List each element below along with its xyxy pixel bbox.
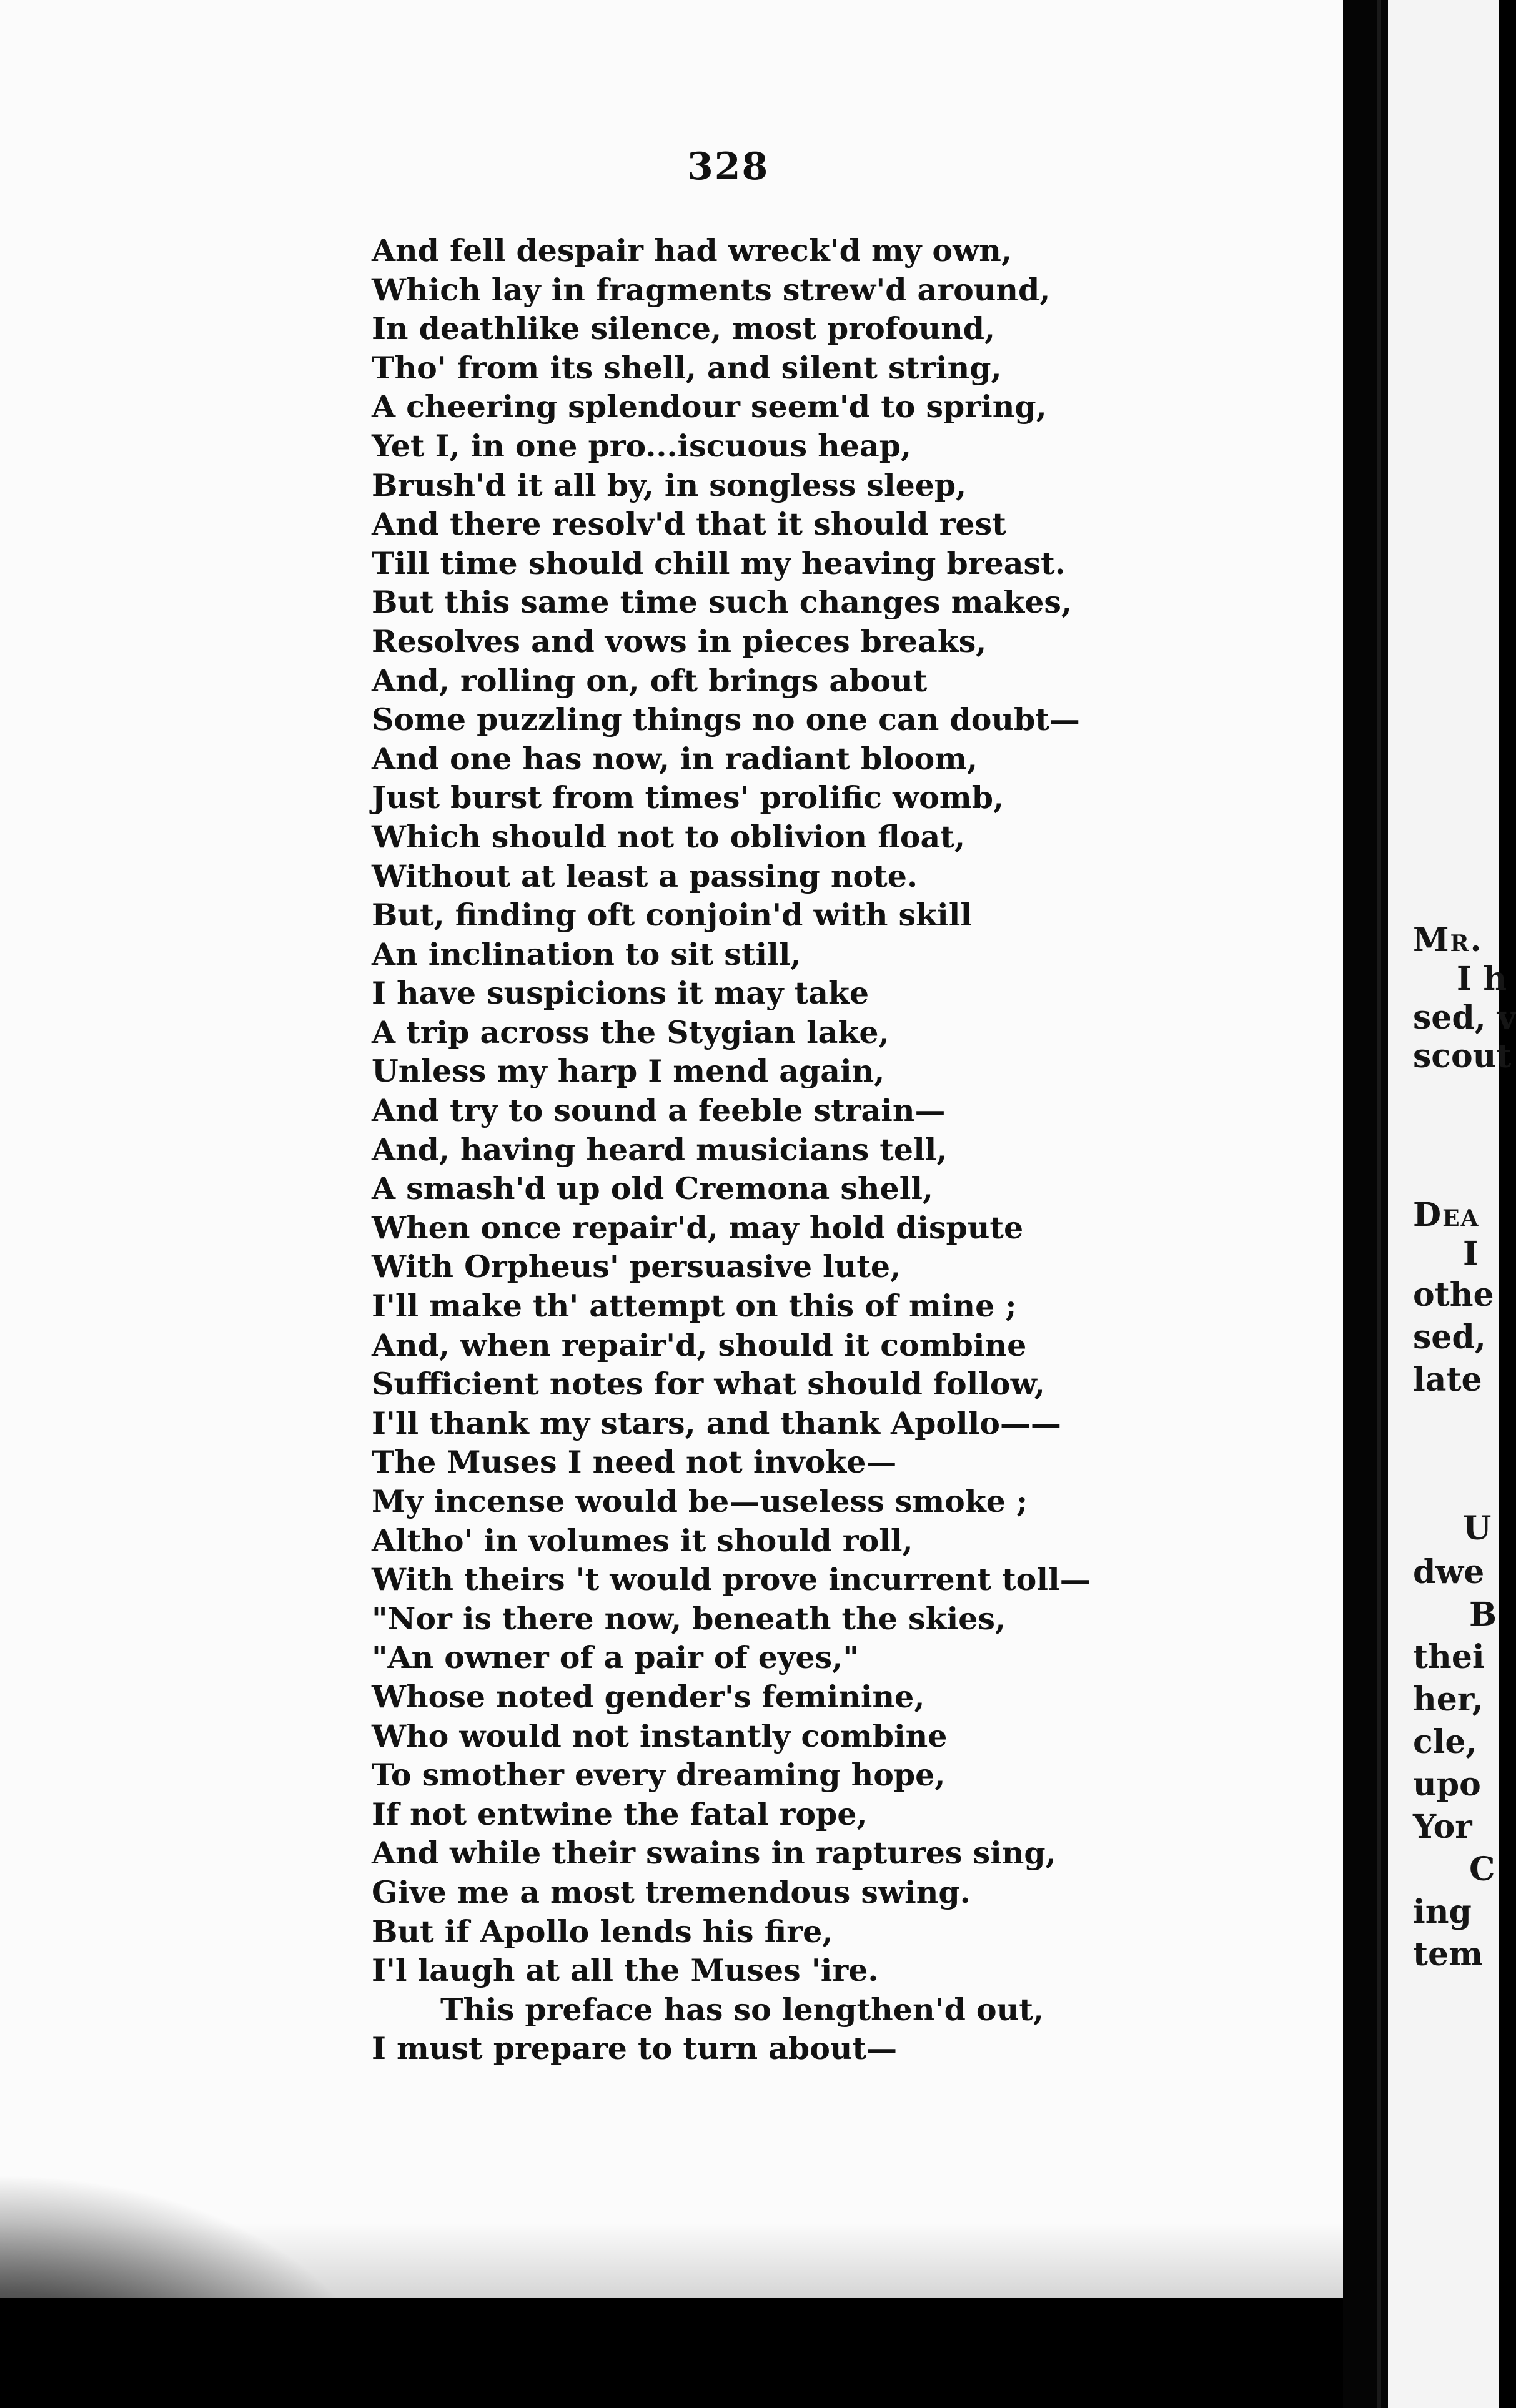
poem-line: Brush'd it all by, in songless sleep,	[372, 466, 967, 503]
right-page-text: ing	[1413, 1893, 1472, 1931]
poem-line: Which lay in fragments strew'd around,	[372, 271, 1051, 308]
right-page-text: late	[1413, 1361, 1482, 1399]
poem-line: A cheering splendour seem'd to spring,	[372, 388, 1047, 425]
poem-line: If not entwine the fatal rope,	[372, 1795, 868, 1832]
right-page-text: I	[1463, 1235, 1479, 1273]
page-edge	[1377, 0, 1381, 2408]
poem-line: And, when repair'd, should it combine	[372, 1326, 1027, 1363]
poem-line: A trip across the Stygian lake,	[372, 1014, 889, 1050]
poem-line: Which should not to oblivion float,	[372, 818, 965, 855]
poem-line: I'l laugh at all the Muses 'ire.	[372, 1952, 879, 1989]
right-page-text: thei	[1413, 1638, 1485, 1676]
poem-line: The Muses I need not invoke—	[372, 1444, 897, 1481]
poem-line: And, having heard musicians tell,	[372, 1131, 948, 1168]
poem-line: And while their swains in raptures sing,	[372, 1835, 1056, 1872]
right-page-text: C	[1469, 1850, 1495, 1888]
poem-line: With theirs 't would prove incurrent toll—	[372, 1561, 1091, 1598]
poem-line: And, rolling on, oft brings about	[372, 662, 928, 699]
right-page-text: othe	[1413, 1276, 1494, 1314]
poem-line: Who would not instantly combine	[372, 1717, 948, 1754]
poem-line: In deathlike silence, most profound,	[372, 310, 996, 347]
poem-line: But, finding oft conjoin'd with skill	[372, 897, 972, 934]
right-page-fragment	[1388, 0, 1516, 2408]
poem-line: Sufficient notes for what should follow,	[372, 1366, 1045, 1403]
poem-line: I'll thank my stars, and thank Apollo——	[372, 1404, 1061, 1441]
scan-bottom-shadow	[0, 2223, 1343, 2408]
right-page-text: B	[1469, 1596, 1497, 1634]
right-page-text: U	[1463, 1509, 1492, 1547]
right-page-text: Mr.	[1413, 921, 1483, 959]
poem-line: Just burst from times' prolific womb,	[372, 779, 1004, 816]
right-page-text: her,	[1413, 1680, 1484, 1719]
poem-line: I must prepare to turn about—	[372, 2030, 898, 2067]
poem-line: I'll make th' attempt on this of mine ;	[372, 1288, 1017, 1325]
right-page-text: cle,	[1413, 1723, 1477, 1761]
poem-line: Some puzzling things no one can doubt—	[372, 701, 1080, 738]
right-page-text: scout	[1413, 1037, 1512, 1075]
right-page-text: sed,	[1413, 1318, 1486, 1356]
poem-line: A smash'd up old Cremona shell,	[372, 1170, 933, 1207]
poem-line: My incense would be—useless smoke ;	[372, 1483, 1028, 1519]
poem-line: Altho' in volumes it should roll,	[372, 1522, 913, 1559]
poem-line: Yet I, in one pro...iscuous heap,	[372, 427, 912, 464]
right-page-text: tem	[1413, 1935, 1484, 1973]
page-number: 328	[687, 145, 770, 189]
poem-line: Whose noted gender's feminine,	[372, 1678, 925, 1715]
poem-line: And there resolv'd that it should rest	[372, 506, 1006, 543]
right-page-text: Dea	[1413, 1196, 1480, 1234]
poem-line: And fell despair had wreck'd my own,	[372, 232, 1012, 269]
poem-line: "An owner of a pair of eyes,"	[372, 1639, 859, 1676]
poem-line: Give me a most tremendous swing.	[372, 1873, 971, 1910]
poem-line: Without at least a passing note.	[372, 857, 918, 894]
right-page-text: I h	[1457, 960, 1507, 998]
book-gutter	[1343, 0, 1388, 2408]
right-page-text: dwe	[1413, 1553, 1485, 1591]
poem-line: To smother every dreaming hope,	[372, 1757, 946, 1794]
poem-line: Resolves and vows in pieces breaks,	[372, 623, 987, 659]
poem-line: But if Apollo lends his fire,	[372, 1913, 833, 1950]
poem-line: And try to sound a feeble strain—	[372, 1092, 946, 1129]
poem-line: But this same time such changes makes,	[372, 584, 1073, 621]
poem-line: "Nor is there now, beneath the skies,	[372, 1600, 1006, 1637]
poem-line: This preface has so lengthen'd out,	[440, 1991, 1044, 2028]
poem-line: Unless my harp I mend again,	[372, 1053, 885, 1090]
right-page-text: upo	[1413, 1765, 1481, 1804]
right-page-text: Yor	[1413, 1808, 1472, 1846]
poem-line: And one has now, in radiant bloom,	[372, 740, 978, 777]
poem-line: I have suspicions it may take	[372, 975, 869, 1012]
poem-line: Till time should chill my heaving breast.	[372, 545, 1066, 581]
poem-line: An inclination to sit still,	[372, 935, 801, 972]
right-page-text: sed, v	[1413, 999, 1516, 1037]
poem-line: With Orpheus' persuasive lute,	[372, 1248, 901, 1285]
poem-line: Tho' from its shell, and silent string,	[372, 349, 1002, 386]
poem-line: When once repair'd, may hold dispute	[372, 1209, 1024, 1246]
poem-text	[372, 231, 1096, 2068]
